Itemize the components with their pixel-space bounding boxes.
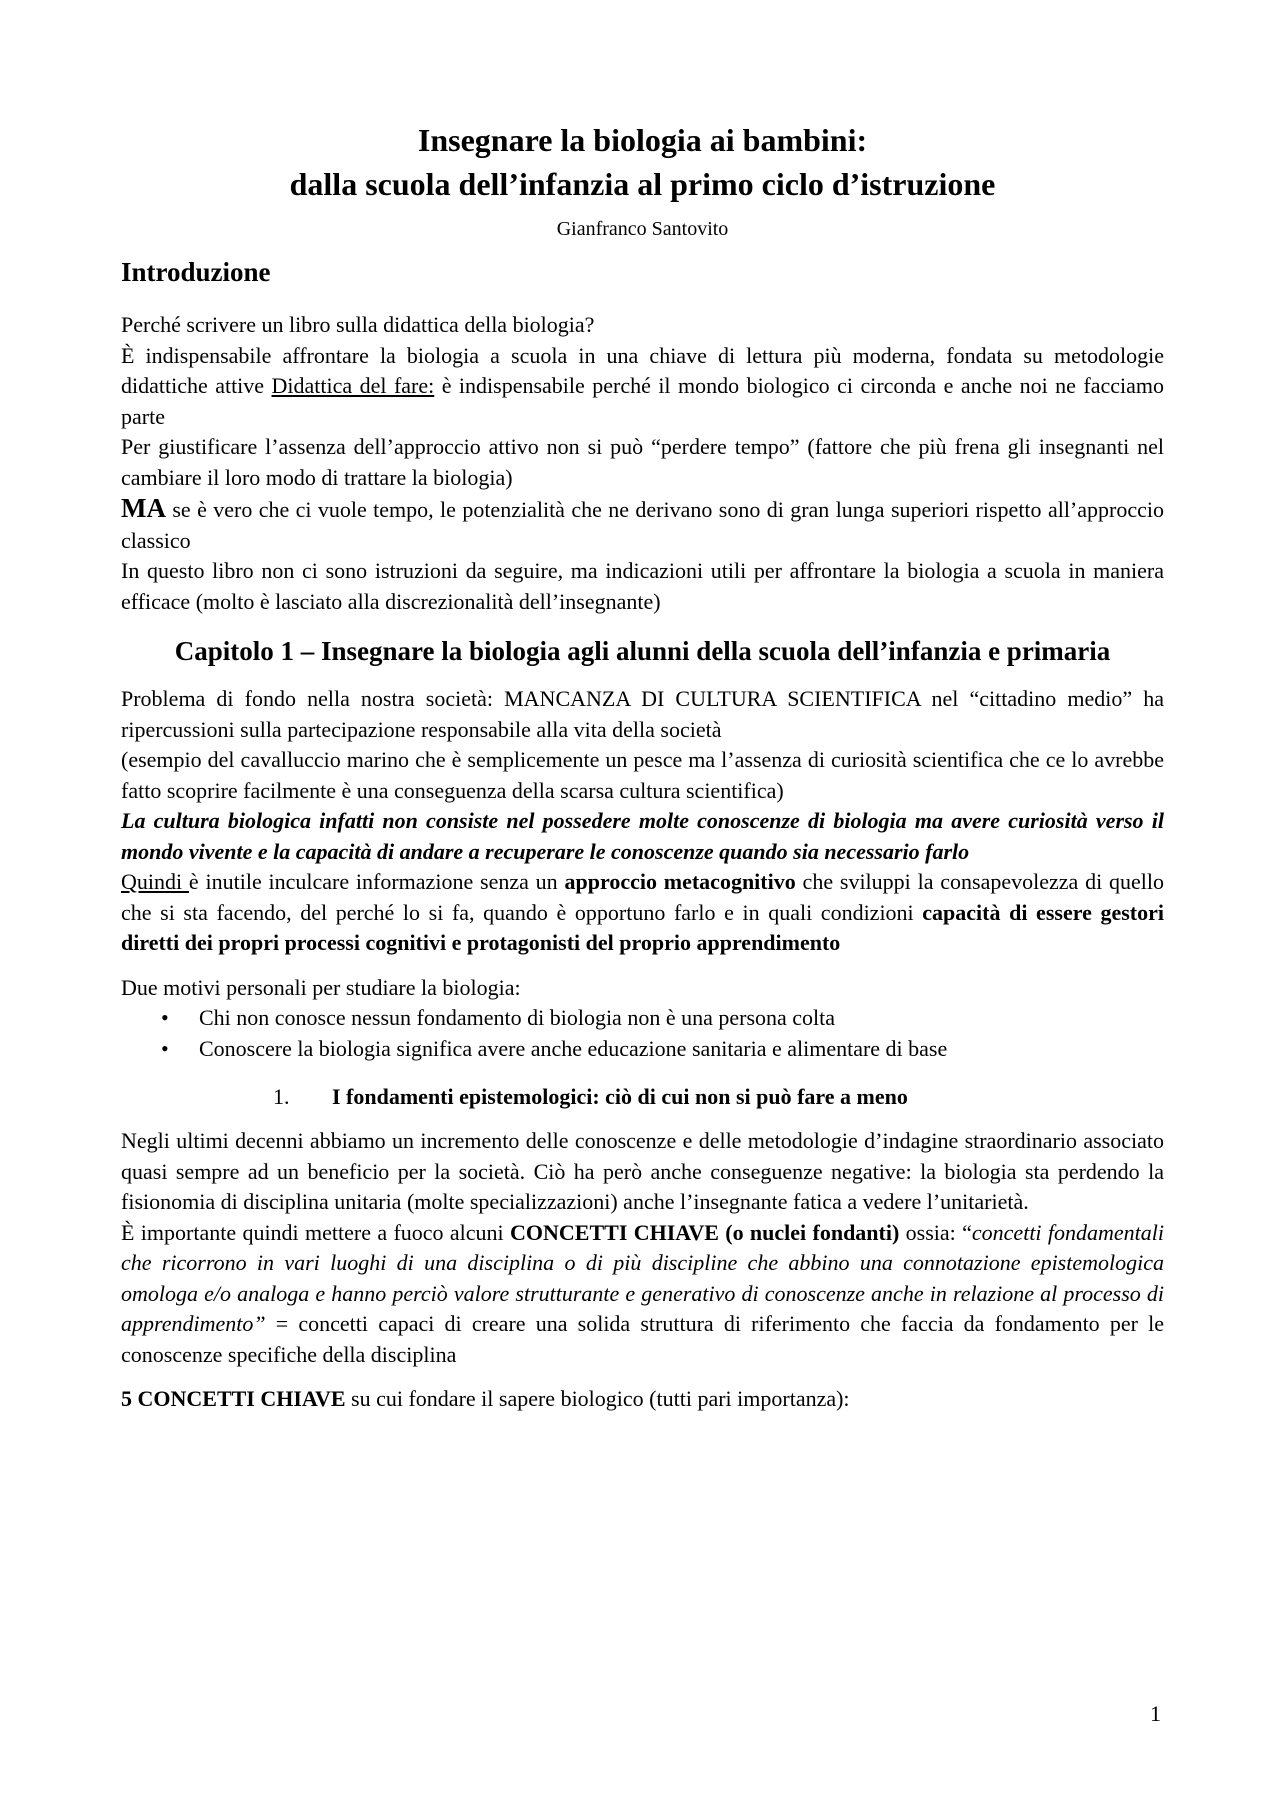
- section-1-paragraph-3: [121, 1384, 1164, 1415]
- approccio-metacognitivo-bold: approccio metacognitivo: [564, 869, 796, 894]
- reasons-bullet-list: [121, 1003, 1164, 1064]
- chapter-1-paragraph-5: Due motivi personali per studiare la biologia:: [121, 974, 521, 1000]
- intro-paragraph-5: In questo libro non ci sono istruzioni da seguire, ma indicazioni utili per affrontare la biologia a scuola in maniera efficace (molto è lasciato alla discrezionalità dell’insegnante): [121, 558, 1164, 614]
- section-1-p3-text: su cui fondare il sapere biologico (tutti pari importanza):: [345, 1386, 850, 1411]
- ma-emphasis: MA: [121, 493, 166, 523]
- section-1-p2-text-a: È importante quindi mettere a fuoco alcuni: [121, 1219, 511, 1245]
- intro-p4-text: se è vero che ci vuole tempo, le potenzialità che ne derivano sono di gran lunga superiori rispetto all’approccio classico: [121, 497, 1164, 553]
- page-content: [121, 118, 1164, 1415]
- title-line-1: Insegnare la biologia ai bambini:: [417, 122, 868, 158]
- intro-p2-text-a: È indispensabile affrontare la biologia a scuola in una chiave di lettura più moderna, fondata su metodologie didattiche attive: [121, 342, 1164, 398]
- section-1-paragraph-1: Negli ultimi decenni abbiamo un incremento delle conoscenze e delle metodologie d’indagine straordinario associato quasi sempre ad un beneficio per la società. Ciò ha però anche conseguenze negative: la biologia sta perdendo la fisionomia di disciplina unitaria (molte specializzazioni) anche l’insegnante fatica a vedere l’unitarietà.: [121, 1128, 1164, 1214]
- chapter-1-paragraph-2: (esempio del cavalluccio marino che è semplicemente un pesce ma l’assenza di curiosità scientifica che ce lo avrebbe fatto scoprire facilmente è una conseguenza della scarsa cultura scientifica): [121, 747, 1164, 803]
- chapter-1-paragraph-3: La cultura biologica infatti non consiste nel possedere molte conoscenze di biologia ma avere curiosità verso il mondo vivente e la capacità di andare a recuperare le conoscenze quando sia necessario farlo: [121, 808, 1164, 864]
- section-1-paragraph-2: [121, 1218, 1164, 1371]
- section-1-p2-text-c: ossia: “: [899, 1219, 972, 1245]
- section-1-number: 1.: [273, 1084, 290, 1109]
- title-line-2: dalla scuola dell’infanzia al primo ciclo d’istruzione: [289, 166, 996, 202]
- intro-paragraph-2: [121, 341, 1164, 433]
- concetti-chiave-bold: CONCETTI CHIAVE (o nuclei fondanti): [510, 1219, 900, 1245]
- five-concetti-chiave-bold: 5 CONCETTI CHIAVE: [121, 1386, 346, 1411]
- didattica-del-fare-underlined: Didattica del fare:: [271, 373, 435, 398]
- list-item: • Conoscere la biologia significa avere anche educazione sanitaria e alimentare di base: [121, 1034, 1164, 1065]
- intro-paragraph-4: [121, 493, 1164, 556]
- section-1-title: I fondamenti epistemologici: ciò di cui non si può fare a meno: [332, 1084, 908, 1109]
- author-name: Gianfranco Santovito: [556, 218, 729, 240]
- chapter-1-p4-text-c: che sviluppi la consapevolezza di quello che si sta facendo, del perché lo si fa, quando è opportuno farlo e in quali condizioni: [121, 869, 1165, 925]
- chapter-1-p4-bold-conclusion: capacità di essere gestori diretti dei propri processi cognitivi e protagonisti del proprio apprendimento: [121, 899, 1164, 955]
- spacer: [121, 959, 1164, 973]
- intro-p2-text-b: è indispensabile perché il mondo biologico ci circonda e anche noi ne facciamo parte: [121, 373, 1165, 429]
- section-1-heading: [121, 1080, 1164, 1114]
- chapter-1-paragraph-1: Problema di fondo nella nostra società: MANCANZA DI CULTURA SCIENTIFICA nel “cittadino medio” ha ripercussioni sulla partecipazione responsabile alla vita della società: [121, 686, 1164, 742]
- intro-paragraph-3: Per giustificare l’assenza dell’approccio attivo non si può “perdere tempo” (fattore che più frena gli insegnanti nel cambiare il loro modo di trattare la biologia): [121, 434, 1164, 490]
- quindi-underlined: Quindi: [121, 869, 189, 894]
- intro-paragraph-1: Perché scrivere un libro sulla didattica della biologia?: [121, 312, 595, 337]
- spacer: [121, 1370, 1164, 1384]
- chapter-1-heading: Capitolo 1 – Insegnare la biologia agli alunni della scuola dell’infanzia e primaria: [174, 636, 1111, 666]
- intro-heading: Introduzione: [121, 257, 271, 287]
- definition-italic: concetti fondamentali che ricorrono in vari luoghi di una disciplina o di più discipline che abbino una connotazione epistemologica omologa e/o analoga e hanno perciò valore strutturante e generativo di conoscenze anche in relazione al processo di apprendimento”: [121, 1219, 1164, 1336]
- section-1-p2-text-e: = concetti capaci di creare una solida struttura di riferimento che faccia da fondamento per le conoscenze specifiche della disciplina: [121, 1311, 1164, 1367]
- chapter-1-paragraph-4: [121, 867, 1164, 959]
- list-item: • Chi non conosce nessun fondamento di biologia non è una persona colta: [121, 1003, 1164, 1034]
- document-title: [121, 118, 1164, 206]
- chapter-1-p4-text-a: è inutile inculcare informazione senza un: [188, 869, 565, 894]
- page-number: 1: [1150, 1701, 1161, 1726]
